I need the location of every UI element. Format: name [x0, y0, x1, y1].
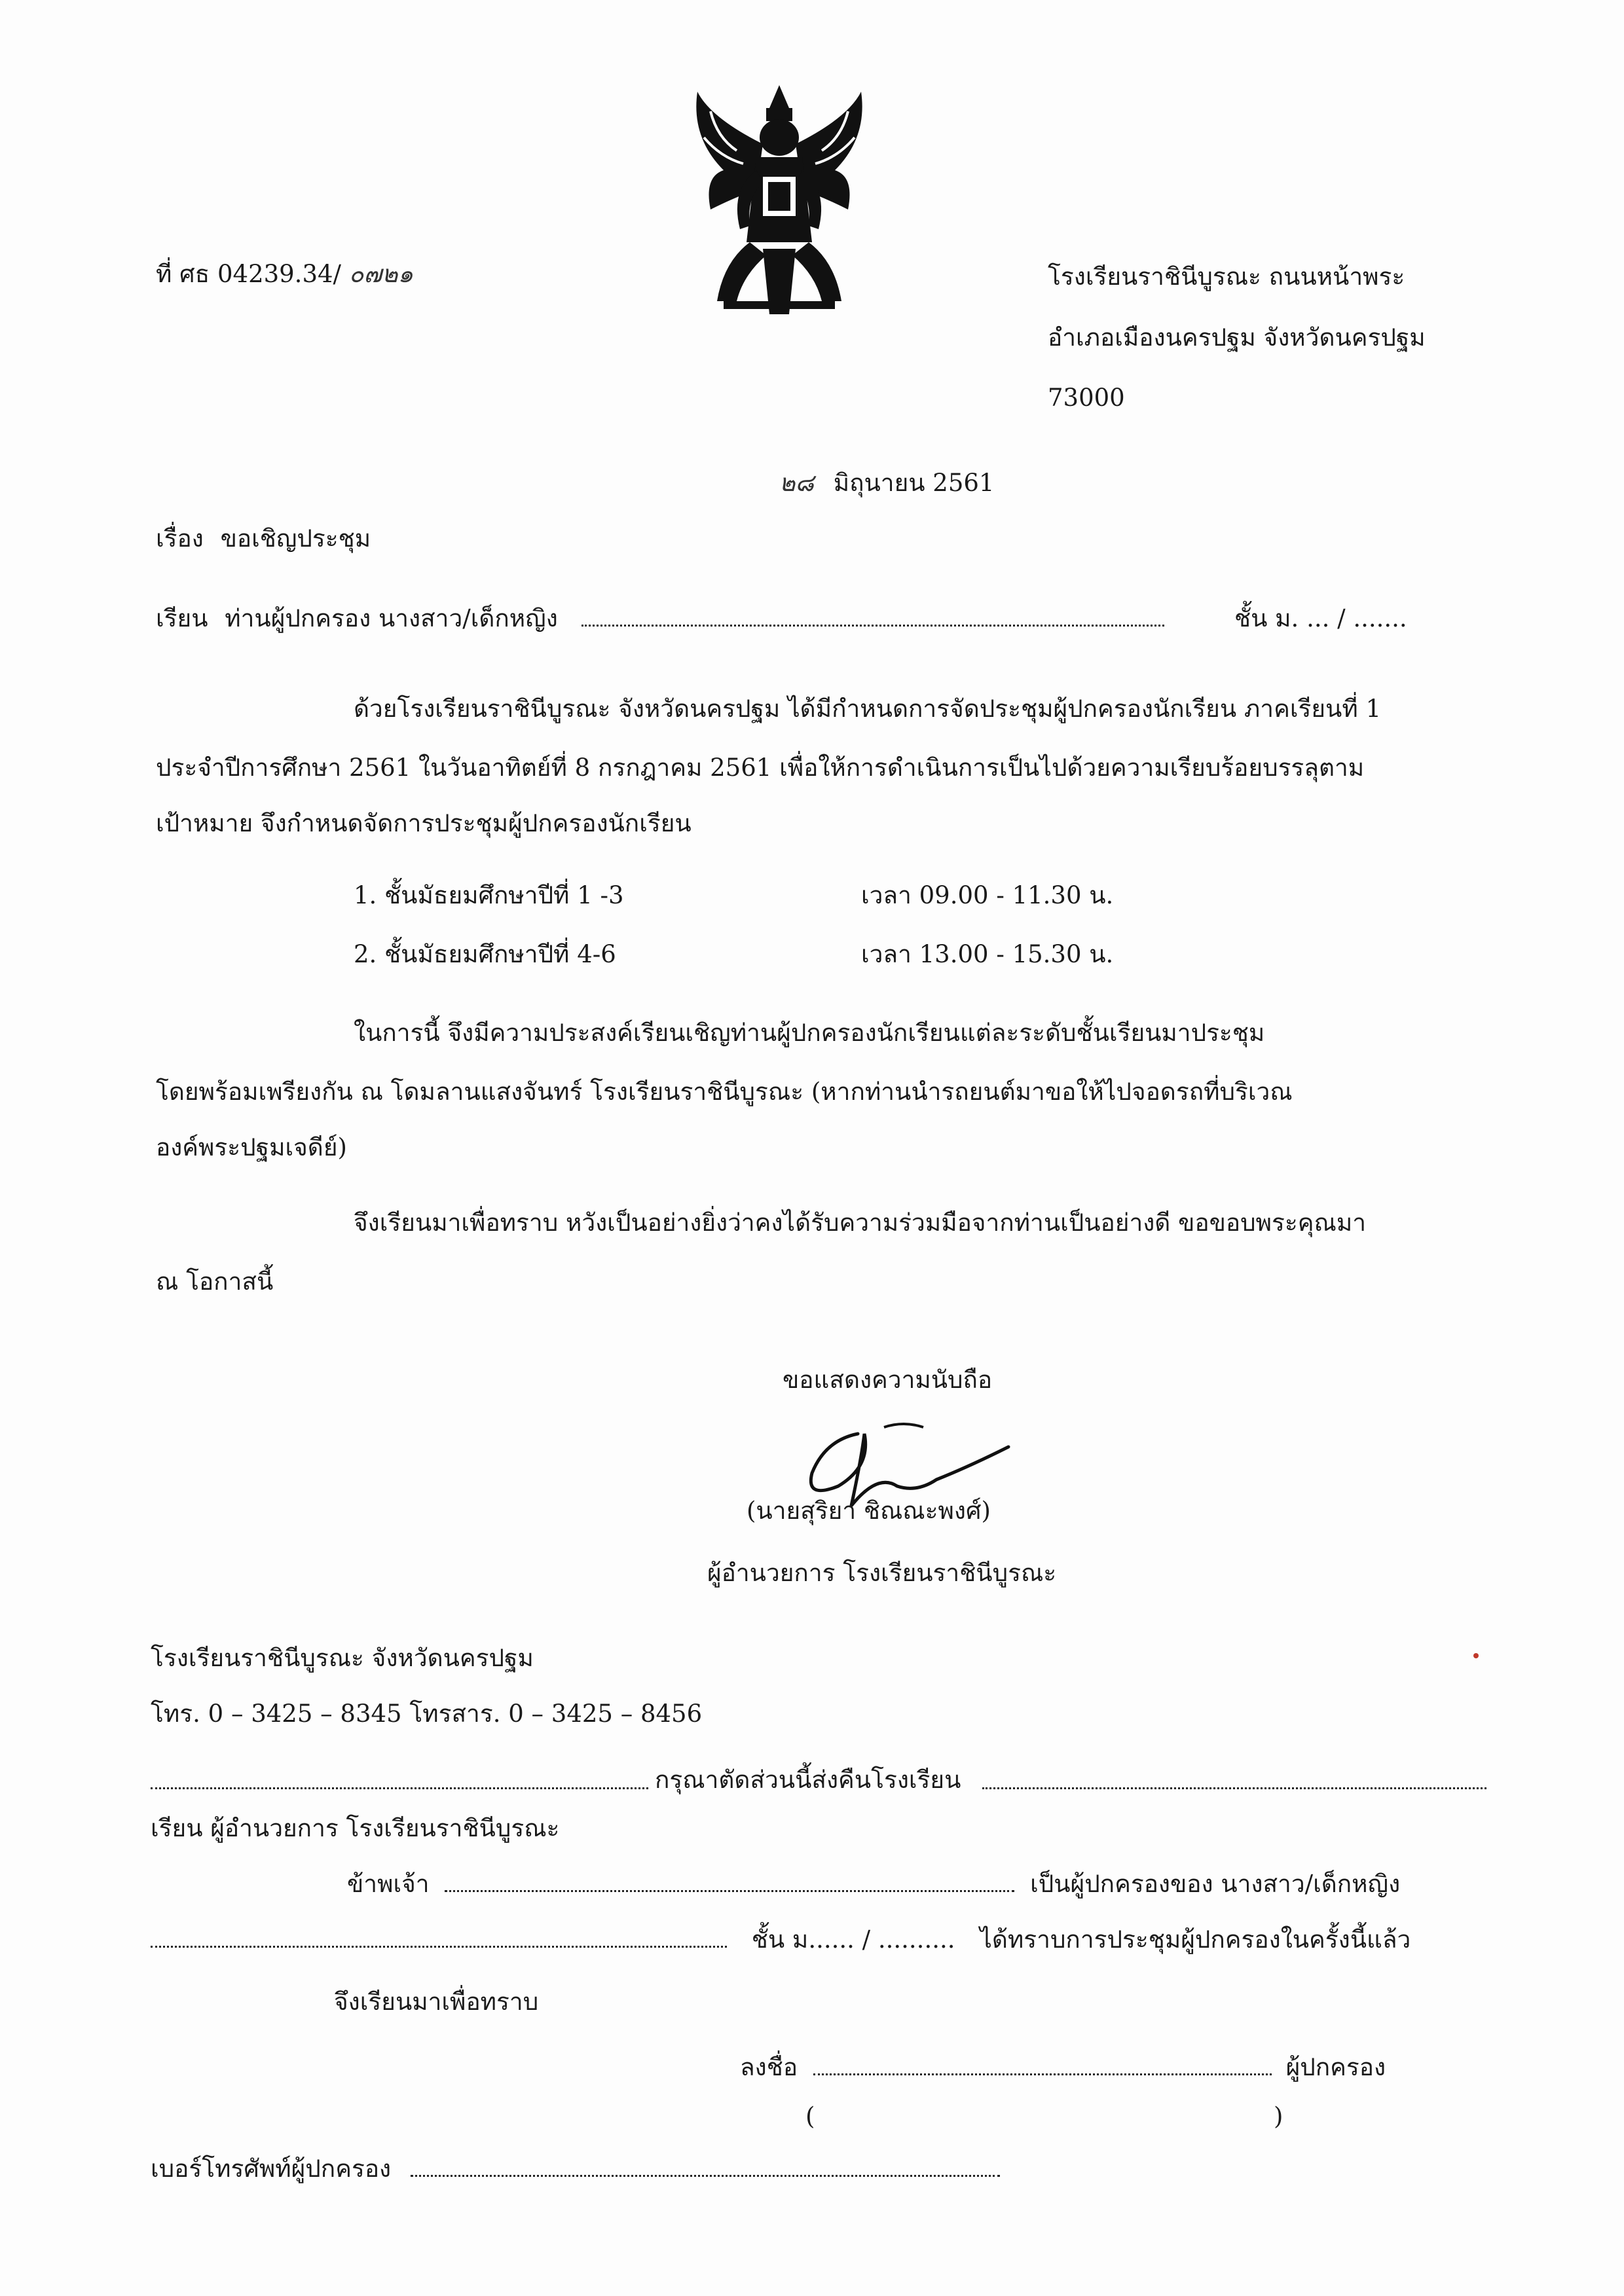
cut-line-left — [151, 1768, 648, 1789]
ink-spot — [1473, 1653, 1479, 1658]
signer-title: ผู้อำนวยการ โรงเรียนราชินีบูรณะ — [707, 1559, 1057, 1587]
reply-guardian-name-blank[interactable] — [445, 1870, 1014, 1892]
reference-number — [156, 259, 413, 289]
letter-date — [779, 468, 994, 498]
date-month-year: มิถุนายน 2561 — [833, 469, 995, 497]
salutation-class: ชั้น ม. ... / ....... — [1234, 604, 1407, 632]
salutation-text: ท่านผู้ปกครอง นางสาว/เด็กหญิง — [225, 604, 558, 632]
reply-phone-line — [151, 2154, 1000, 2184]
student-name-blank — [581, 605, 1164, 627]
subject-label: เรื่อง — [156, 524, 204, 553]
body-para2-line2: โดยพร้อมเพรียงกัน ณ โดมลานแสงจันทร์ โรงเรียนราชินีบูรณะ (หากท่านนำรถยนต์มาขอให้ไปจอดรถที่บริเวณ — [156, 1078, 1293, 1106]
date-day: ๒๘ — [779, 469, 814, 497]
reply-to-line: เรียน ผู้อำนวยการ โรงเรียนราชินีบูรณะ — [151, 1814, 560, 1842]
schedule-time-1: เวลา 09.00 - 11.30 น. — [861, 881, 1114, 909]
schedule-level-1: 1. ชั้นมัธยมศึกษาปีที่ 1 -3 — [354, 881, 624, 909]
body-para2-line1: ในการนี้ จึงมีความประสงค์เรียนเชิญท่านผู้ปกครองนักเรียนแต่ละระดับชั้นเรียนมาประชุม — [354, 1019, 1265, 1047]
reply-guardian-label: ผู้ปกครอง — [1285, 2053, 1386, 2081]
reply-guardian-of: เป็นผู้ปกครองของ นางสาว/เด็กหญิง — [1030, 1870, 1401, 1898]
reply-sign-line — [740, 2052, 1386, 2083]
school-address-line1: โรงเรียนราชินีบูรณะ ถนนหน้าพระ — [1048, 263, 1405, 291]
closing-regards: ขอแสดงความนับถือ — [783, 1366, 993, 1394]
reply-class-label: ชั้น ม...... / .......... — [751, 1925, 955, 1954]
body-para2-line3: องค์พระปฐมเจดีย์) — [156, 1133, 347, 1161]
reference-prefix: ที่ ศธ 04239.34/ — [156, 260, 341, 288]
body-para1-line1: ด้วยโรงเรียนราชินีบูรณะ จังหวัดนครปฐม ได้มีกำหนดการจัดประชุมผู้ปกครองนักเรียน ภาคเรียนที่ 1 — [354, 695, 1382, 723]
subject-line — [156, 524, 371, 554]
school-address-line3: 73000 — [1048, 384, 1125, 412]
reply-closing: จึงเรียนมาเพื่อทราบ — [334, 1988, 539, 2016]
footer-school: โรงเรียนราชินีบูรณะ จังหวัดนครปฐม — [151, 1644, 534, 1672]
schedule-time-2: เวลา 13.00 - 15.30 น. — [861, 940, 1114, 968]
reply-sign-label: ลงชื่อ — [740, 2053, 798, 2081]
reply-phone-label: เบอร์โทรศัพท์ผู้ปกครอง — [151, 2155, 392, 2183]
reply-phone-blank[interactable] — [411, 2155, 1000, 2177]
salutation-label: เรียน — [156, 604, 208, 632]
cut-line-text: กรุณาตัดส่วนนี้ส่งคืนโรงเรียน — [655, 1766, 961, 1794]
reply-student-name-blank[interactable] — [151, 1926, 727, 1948]
reply-student-line — [151, 1925, 1411, 1955]
body-para3-line2: ณ โอกาสนี้ — [156, 1267, 274, 1296]
reply-i-label: ข้าพเจ้า — [347, 1870, 430, 1898]
reply-acknowledged: ได้ทราบการประชุมผู้ปกครองในครั้งนี้แล้ว — [980, 1925, 1411, 1954]
cut-line — [151, 1768, 1486, 1794]
footer-phone: โทร. 0 – 3425 – 8345 โทรสาร. 0 – 3425 – 8456 — [151, 1700, 703, 1728]
schedule-level-2: 2. ชั้นมัธยมศึกษาปีที่ 4-6 — [354, 940, 616, 968]
reply-i-line — [347, 1869, 1400, 1899]
reply-paren-open: ( — [805, 2102, 815, 2130]
reply-signature-blank[interactable] — [813, 2054, 1272, 2075]
reply-paren-close: ) — [1274, 2102, 1283, 2130]
body-para1-line3: เป้าหมาย จึงกำหนดจัดการประชุมผู้ปกครองนักเรียน — [156, 809, 692, 837]
subject-text: ขอเชิญประชุม — [220, 524, 371, 553]
school-address-line2: อำเภอเมืองนครปฐม จังหวัดนครปฐม — [1048, 323, 1426, 352]
reference-handwritten: ๐๗๒๑ — [348, 260, 414, 288]
body-para3-line1: จึงเรียนมาเพื่อทราบ หวังเป็นอย่างยิ่งว่าคงได้รับความร่วมมือจากท่านเป็นอย่างดี ขอขอบพระคุณมา — [354, 1209, 1366, 1237]
salutation-line — [156, 604, 1164, 634]
body-para1-line2: ประจำปีการศึกษา 2561 ในวันอาทิตย์ที่ 8 กรกฎาคม 2561 เพื่อให้การดำเนินการเป็นไปด้วยความเรียบร้อยบรรลุตาม — [156, 754, 1365, 782]
cut-line-right — [982, 1768, 1486, 1789]
signer-name: (นายสุริยา ชิณณะพงศ์) — [747, 1497, 991, 1525]
garuda-emblem-icon — [684, 79, 874, 327]
